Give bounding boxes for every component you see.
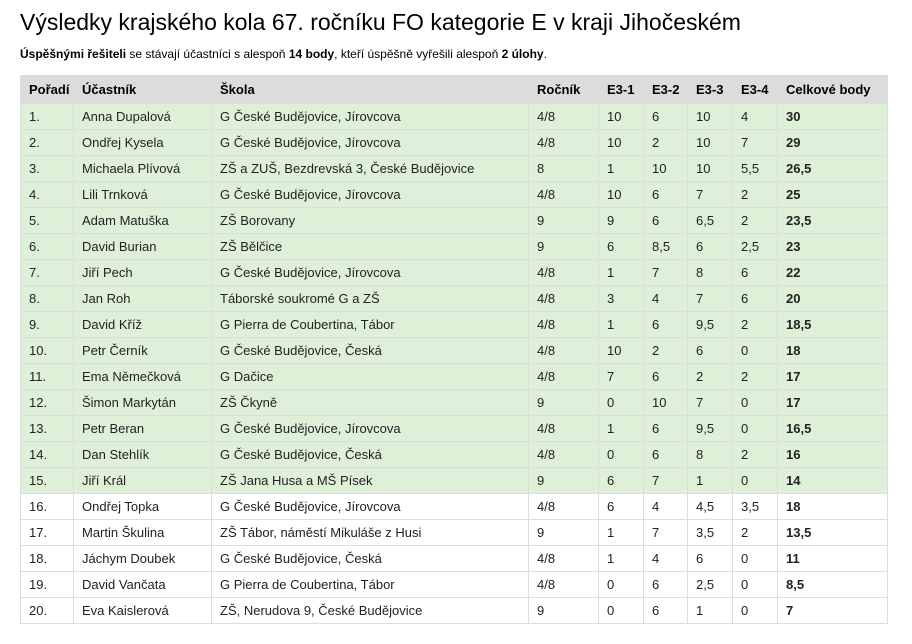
- total-cell: 23,5: [778, 208, 888, 234]
- name-cell: Martin Škulina: [74, 520, 212, 546]
- e2-cell: 10: [644, 156, 688, 182]
- rank-cell: 9.: [21, 312, 74, 338]
- e3-cell: 8: [688, 442, 733, 468]
- total-cell: 11: [778, 546, 888, 572]
- total-cell: 18: [778, 338, 888, 364]
- e3-cell: 6,5: [688, 208, 733, 234]
- rank-cell: 12.: [21, 390, 74, 416]
- school-cell: G České Budějovice, Jírovcova: [212, 494, 529, 520]
- e3-cell: 7: [688, 390, 733, 416]
- table-row: [21, 104, 888, 130]
- rank-cell: 3.: [21, 156, 74, 182]
- note-bold-text: 14 body: [288, 46, 335, 61]
- e2-cell: 7: [644, 260, 688, 286]
- e2-cell: 10: [644, 390, 688, 416]
- e2-cell: 6: [644, 312, 688, 338]
- e3-cell: 8: [688, 260, 733, 286]
- table-row: [21, 598, 888, 624]
- school-cell: G České Budějovice, Jírovcova: [212, 416, 529, 442]
- e1-cell: 1: [599, 312, 644, 338]
- e4-cell: 2: [733, 364, 778, 390]
- school-cell: G Pierra de Coubertina, Tábor: [212, 312, 529, 338]
- table-row: [21, 390, 888, 416]
- note-text: .: [543, 46, 547, 61]
- table-row: [21, 130, 888, 156]
- rank-cell: 10.: [21, 338, 74, 364]
- e1-cell: 1: [599, 260, 644, 286]
- table-row: [21, 494, 888, 520]
- name-cell: Lili Trnková: [74, 182, 212, 208]
- column-header-e1: E3-1: [599, 76, 644, 104]
- grade-cell: 4/8: [529, 494, 599, 520]
- table-row: [21, 572, 888, 598]
- e1-cell: 10: [599, 104, 644, 130]
- school-cell: G České Budějovice, Česká: [212, 546, 529, 572]
- e3-cell: 10: [688, 156, 733, 182]
- e1-cell: 6: [599, 494, 644, 520]
- total-cell: 16,5: [778, 416, 888, 442]
- grade-cell: 9: [529, 234, 599, 260]
- e4-cell: 0: [733, 468, 778, 494]
- total-cell: 22: [778, 260, 888, 286]
- school-cell: G Dačice: [212, 364, 529, 390]
- e3-cell: 4,5: [688, 494, 733, 520]
- total-cell: 16: [778, 442, 888, 468]
- grade-cell: 9: [529, 468, 599, 494]
- column-header-total: Celkové body: [778, 76, 888, 104]
- e2-cell: 4: [644, 286, 688, 312]
- column-header-e4: E3-4: [733, 76, 778, 104]
- table-row: [21, 416, 888, 442]
- name-cell: Šimon Markytán: [74, 390, 212, 416]
- name-cell: David Vančata: [74, 572, 212, 598]
- e4-cell: 5,5: [733, 156, 778, 182]
- e1-cell: 1: [599, 416, 644, 442]
- school-cell: ZŠ, Nerudova 9, České Budějovice: [212, 598, 529, 624]
- name-cell: Eva Kaislerová: [74, 598, 212, 624]
- e3-cell: 1: [688, 598, 733, 624]
- e4-cell: 0: [733, 546, 778, 572]
- e3-cell: 9,5: [688, 312, 733, 338]
- e2-cell: 6: [644, 572, 688, 598]
- e2-cell: 7: [644, 520, 688, 546]
- e1-cell: 6: [599, 468, 644, 494]
- rank-cell: 7.: [21, 260, 74, 286]
- school-cell: ZŠ a ZUŠ, Bezdrevská 3, České Budějovice: [212, 156, 529, 182]
- total-cell: 13,5: [778, 520, 888, 546]
- rank-cell: 2.: [21, 130, 74, 156]
- e1-cell: 10: [599, 130, 644, 156]
- table-row: [21, 338, 888, 364]
- rank-cell: 1.: [21, 104, 74, 130]
- rank-cell: 14.: [21, 442, 74, 468]
- name-cell: Jiří Pech: [74, 260, 212, 286]
- e2-cell: 6: [644, 104, 688, 130]
- rank-cell: 17.: [21, 520, 74, 546]
- rank-cell: 5.: [21, 208, 74, 234]
- e3-cell: 1: [688, 468, 733, 494]
- school-cell: ZŠ Tábor, náměstí Mikuláše z Husi: [212, 520, 529, 546]
- e1-cell: 0: [599, 442, 644, 468]
- e4-cell: 2: [733, 442, 778, 468]
- column-header-e3: E3-3: [688, 76, 733, 104]
- grade-cell: 4/8: [529, 286, 599, 312]
- grade-cell: 4/8: [529, 442, 599, 468]
- rank-cell: 18.: [21, 546, 74, 572]
- grade-cell: 4/8: [529, 546, 599, 572]
- e4-cell: 2: [733, 182, 778, 208]
- total-cell: 7: [778, 598, 888, 624]
- e4-cell: 0: [733, 598, 778, 624]
- e2-cell: 6: [644, 364, 688, 390]
- e2-cell: 2: [644, 338, 688, 364]
- rank-cell: 8.: [21, 286, 74, 312]
- total-cell: 29: [778, 130, 888, 156]
- e1-cell: 7: [599, 364, 644, 390]
- total-cell: 23: [778, 234, 888, 260]
- name-cell: Jan Roh: [74, 286, 212, 312]
- school-cell: G České Budějovice, Jírovcova: [212, 182, 529, 208]
- grade-cell: 9: [529, 520, 599, 546]
- table-head: [21, 76, 888, 104]
- e2-cell: 8,5: [644, 234, 688, 260]
- name-cell: Adam Matuška: [74, 208, 212, 234]
- table-row: [21, 312, 888, 338]
- e1-cell: 0: [599, 572, 644, 598]
- grade-cell: 9: [529, 208, 599, 234]
- e4-cell: 0: [733, 338, 778, 364]
- e3-cell: 6: [688, 234, 733, 260]
- e3-cell: 6: [688, 338, 733, 364]
- e3-cell: 9,5: [688, 416, 733, 442]
- e1-cell: 10: [599, 182, 644, 208]
- rank-cell: 13.: [21, 416, 74, 442]
- name-cell: Michaela Plívová: [74, 156, 212, 182]
- name-cell: Petr Beran: [74, 416, 212, 442]
- e3-cell: 2,5: [688, 572, 733, 598]
- school-cell: ZŠ Čkyně: [212, 390, 529, 416]
- note-bold-text: Úspěšnými řešiteli: [20, 46, 127, 61]
- name-cell: Ema Němečková: [74, 364, 212, 390]
- table-header-row: [21, 76, 888, 104]
- name-cell: Jiří Král: [74, 468, 212, 494]
- e1-cell: 3: [599, 286, 644, 312]
- e1-cell: 1: [599, 546, 644, 572]
- school-cell: G České Budějovice, Česká: [212, 338, 529, 364]
- e4-cell: 3,5: [733, 494, 778, 520]
- table-row: [21, 546, 888, 572]
- name-cell: Jáchym Doubek: [74, 546, 212, 572]
- school-cell: G Pierra de Coubertina, Tábor: [212, 572, 529, 598]
- total-cell: 14: [778, 468, 888, 494]
- total-cell: 17: [778, 364, 888, 390]
- total-cell: 25: [778, 182, 888, 208]
- table-row: [21, 468, 888, 494]
- column-header-rank: Pořadí: [21, 76, 74, 104]
- total-cell: 20: [778, 286, 888, 312]
- rank-cell: 15.: [21, 468, 74, 494]
- e3-cell: 10: [688, 130, 733, 156]
- e1-cell: 10: [599, 338, 644, 364]
- school-cell: Táborské soukromé G a ZŠ: [212, 286, 529, 312]
- school-cell: ZŠ Borovany: [212, 208, 529, 234]
- column-header-school: Škola: [212, 76, 529, 104]
- grade-cell: 4/8: [529, 338, 599, 364]
- total-cell: 18,5: [778, 312, 888, 338]
- name-cell: David Kříž: [74, 312, 212, 338]
- note-bold-text: 2 úlohy: [501, 46, 544, 61]
- e2-cell: 6: [644, 182, 688, 208]
- total-cell: 17: [778, 390, 888, 416]
- grade-cell: 4/8: [529, 572, 599, 598]
- note-text: , kteří úspěšně vyřešili alespoň: [334, 46, 502, 61]
- rank-cell: 6.: [21, 234, 74, 260]
- e1-cell: 1: [599, 156, 644, 182]
- e2-cell: 2: [644, 130, 688, 156]
- total-cell: 26,5: [778, 156, 888, 182]
- e4-cell: 0: [733, 390, 778, 416]
- e4-cell: 2,5: [733, 234, 778, 260]
- school-cell: G České Budějovice, Jírovcova: [212, 104, 529, 130]
- success-note: [20, 47, 892, 63]
- grade-cell: 8: [529, 156, 599, 182]
- e2-cell: 6: [644, 442, 688, 468]
- e2-cell: 4: [644, 546, 688, 572]
- name-cell: David Burian: [74, 234, 212, 260]
- rank-cell: 19.: [21, 572, 74, 598]
- table-body: [21, 104, 888, 624]
- table-row: [21, 260, 888, 286]
- e4-cell: 0: [733, 416, 778, 442]
- e3-cell: 10: [688, 104, 733, 130]
- school-cell: G České Budějovice, Jírovcova: [212, 130, 529, 156]
- grade-cell: 4/8: [529, 364, 599, 390]
- e2-cell: 7: [644, 468, 688, 494]
- table-row: [21, 364, 888, 390]
- total-cell: 30: [778, 104, 888, 130]
- e4-cell: 7: [733, 130, 778, 156]
- e3-cell: 6: [688, 546, 733, 572]
- e3-cell: 7: [688, 182, 733, 208]
- e2-cell: 6: [644, 208, 688, 234]
- e4-cell: 2: [733, 208, 778, 234]
- e2-cell: 6: [644, 598, 688, 624]
- table-row: [21, 234, 888, 260]
- note-text: se stávají účastníci s alespoň: [126, 46, 289, 61]
- e2-cell: 4: [644, 494, 688, 520]
- table-row: [21, 156, 888, 182]
- rank-cell: 16.: [21, 494, 74, 520]
- e4-cell: 6: [733, 286, 778, 312]
- name-cell: Ondřej Topka: [74, 494, 212, 520]
- e1-cell: 1: [599, 520, 644, 546]
- rank-cell: 11.: [21, 364, 74, 390]
- name-cell: Petr Černík: [74, 338, 212, 364]
- e1-cell: 0: [599, 598, 644, 624]
- school-cell: G České Budějovice, Česká: [212, 442, 529, 468]
- name-cell: Dan Stehlík: [74, 442, 212, 468]
- name-cell: Ondřej Kysela: [74, 130, 212, 156]
- rank-cell: 4.: [21, 182, 74, 208]
- e4-cell: 2: [733, 312, 778, 338]
- e4-cell: 6: [733, 260, 778, 286]
- grade-cell: 4/8: [529, 104, 599, 130]
- school-cell: ZŠ Bělčice: [212, 234, 529, 260]
- column-header-e2: E3-2: [644, 76, 688, 104]
- e3-cell: 7: [688, 286, 733, 312]
- grade-cell: 4/8: [529, 130, 599, 156]
- total-cell: 18: [778, 494, 888, 520]
- column-header-grade: Ročník: [529, 76, 599, 104]
- e4-cell: 0: [733, 572, 778, 598]
- grade-cell: 4/8: [529, 312, 599, 338]
- grade-cell: 4/8: [529, 416, 599, 442]
- table-row: [21, 208, 888, 234]
- table-row: [21, 520, 888, 546]
- e4-cell: 2: [733, 520, 778, 546]
- school-cell: ZŠ Jana Husa a MŠ Písek: [212, 468, 529, 494]
- table-row: [21, 182, 888, 208]
- e4-cell: 4: [733, 104, 778, 130]
- e3-cell: 3,5: [688, 520, 733, 546]
- results-table: [20, 75, 888, 624]
- grade-cell: 4/8: [529, 260, 599, 286]
- e1-cell: 0: [599, 390, 644, 416]
- grade-cell: 9: [529, 598, 599, 624]
- e1-cell: 9: [599, 208, 644, 234]
- table-row: [21, 442, 888, 468]
- grade-cell: 9: [529, 390, 599, 416]
- e2-cell: 6: [644, 416, 688, 442]
- page-title: Výsledky krajského kola 67. ročníku FO kategorie E v kraji Jihočeském: [20, 9, 741, 35]
- e1-cell: 6: [599, 234, 644, 260]
- table-row: [21, 286, 888, 312]
- column-header-name: Účastník: [74, 76, 212, 104]
- name-cell: Anna Dupalová: [74, 104, 212, 130]
- rank-cell: 20.: [21, 598, 74, 624]
- grade-cell: 4/8: [529, 182, 599, 208]
- total-cell: 8,5: [778, 572, 888, 598]
- e3-cell: 2: [688, 364, 733, 390]
- school-cell: G České Budějovice, Jírovcova: [212, 260, 529, 286]
